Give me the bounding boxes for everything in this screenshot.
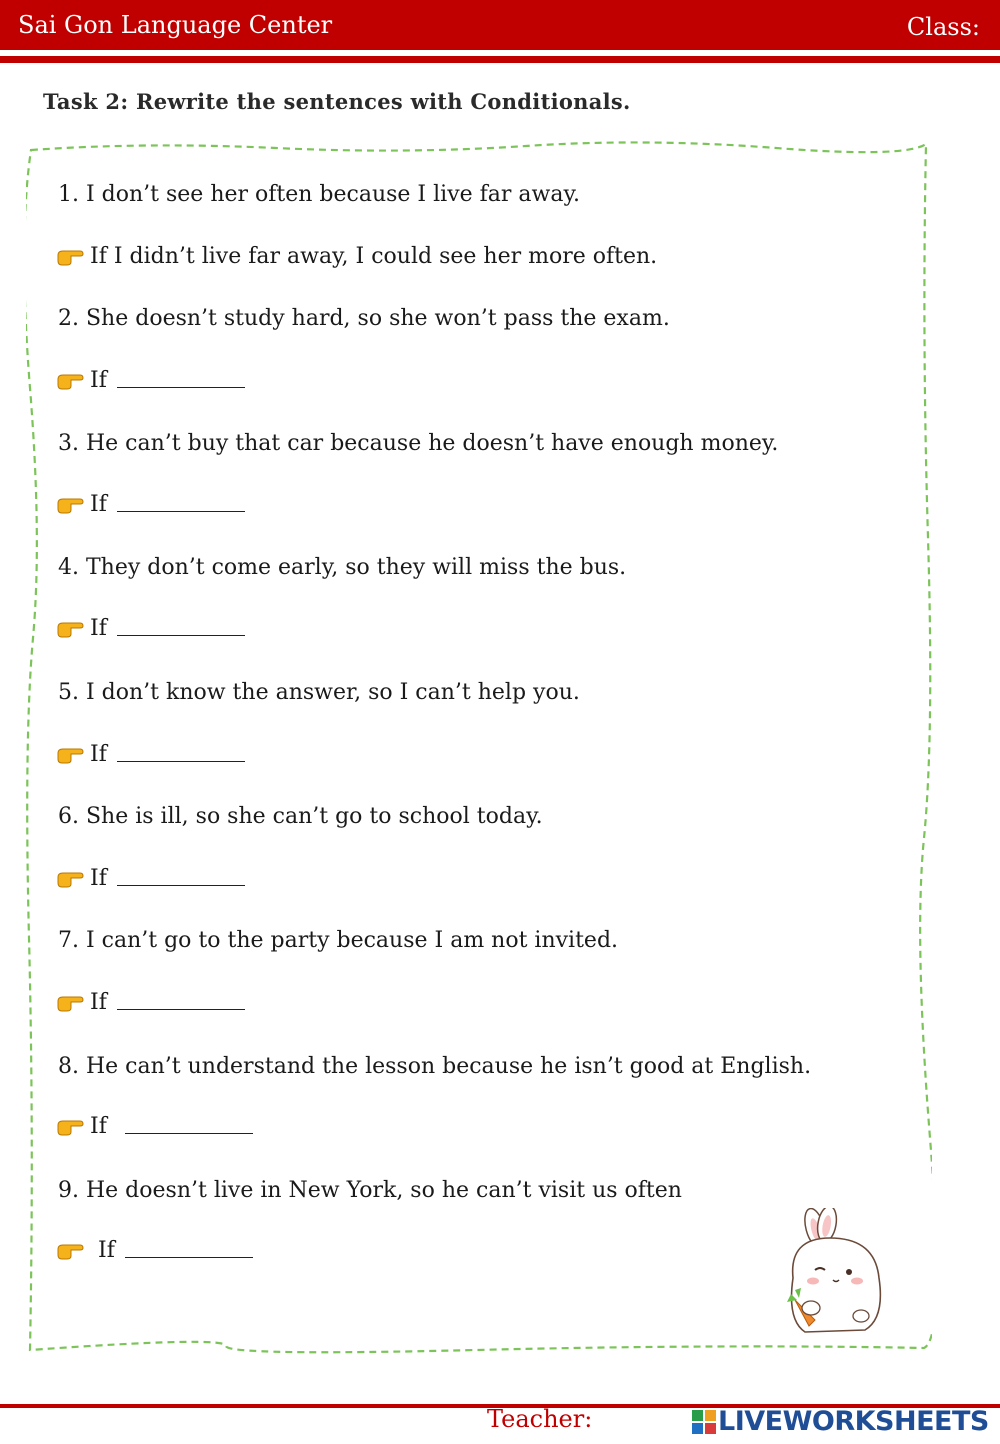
answer-blank[interactable] <box>125 1243 253 1258</box>
exercise-answer-6 <box>56 866 245 891</box>
answer-blank[interactable] <box>117 995 245 1010</box>
answer-blank[interactable] <box>117 497 245 512</box>
answer-blank[interactable] <box>125 1119 253 1134</box>
exercise-sentence-8: 8. He can’t understand the lesson because he isn’t good at English. <box>58 1054 812 1079</box>
exercise-answer-9 <box>56 1238 253 1263</box>
exercise-answer-8 <box>56 1114 253 1139</box>
header-divider <box>0 56 1000 63</box>
answer-prefix: If <box>90 368 107 393</box>
pointing-hand-icon <box>56 745 84 765</box>
liveworksheets-brand-text: LIVEWORKSHEETS <box>718 1406 989 1437</box>
answer-blank[interactable] <box>117 373 245 388</box>
pointing-hand-icon <box>56 993 84 1013</box>
bunny-with-carrot-icon <box>775 1208 895 1343</box>
liveworksheets-brand[interactable] <box>692 1406 989 1437</box>
exercise-sentence-5: 5. I don’t know the answer, so I can’t help you. <box>58 680 580 705</box>
exercise-answer-3 <box>56 492 245 517</box>
exercise-sentence-6: 6. She is ill, so she can’t go to school today. <box>58 804 543 829</box>
answer-text: If I didn’t live far away, I could see her more often. <box>90 244 658 269</box>
pointing-hand-icon <box>56 869 84 889</box>
pointing-hand-icon <box>56 1241 84 1261</box>
answer-prefix: If <box>90 1114 107 1139</box>
answer-prefix: If <box>90 866 107 891</box>
exercise-answer-5 <box>56 742 245 767</box>
exercise-answer-4 <box>56 616 245 641</box>
exercise-answer-7 <box>56 990 245 1015</box>
exercise-sentence-3: 3. He can’t buy that car because he doesn’t have enough money. <box>58 431 779 456</box>
answer-blank[interactable] <box>117 871 245 886</box>
exercise-answer-1 <box>56 244 657 269</box>
answer-prefix: If <box>90 742 107 767</box>
pointing-hand-icon <box>56 495 84 515</box>
exercise-sentence-2: 2. She doesn’t study hard, so she won’t pass the exam. <box>58 306 670 331</box>
center-name: Sai Gon Language Center <box>18 11 333 39</box>
exercise-sentence-9: 9. He doesn’t live in New York, so he can’t visit us often <box>58 1178 682 1203</box>
answer-prefix: If <box>90 990 107 1015</box>
answer-blank[interactable] <box>117 621 245 636</box>
exercise-sentence-7: 7. I can’t go to the party because I am not invited. <box>58 928 619 953</box>
answer-prefix: If <box>90 492 107 517</box>
liveworksheets-logo-icon <box>692 1410 716 1434</box>
pointing-hand-icon <box>56 619 84 639</box>
answer-prefix: If <box>90 616 107 641</box>
class-label: Class: <box>906 13 980 41</box>
exercise-sentence-1: 1. I don’t see her often because I live far away. <box>58 182 580 207</box>
exercise-answer-2 <box>56 368 245 393</box>
teacher-label: Teacher: <box>487 1405 593 1433</box>
pointing-hand-icon <box>56 247 84 267</box>
pointing-hand-icon <box>56 371 84 391</box>
answer-prefix: If <box>98 1238 115 1263</box>
pointing-hand-icon <box>56 1117 84 1137</box>
answer-blank[interactable] <box>117 747 245 762</box>
task-title: Task 2: Rewrite the sentences with Conditionals. <box>43 89 631 114</box>
exercise-sentence-4: 4. They don’t come early, so they will miss the bus. <box>58 555 627 580</box>
